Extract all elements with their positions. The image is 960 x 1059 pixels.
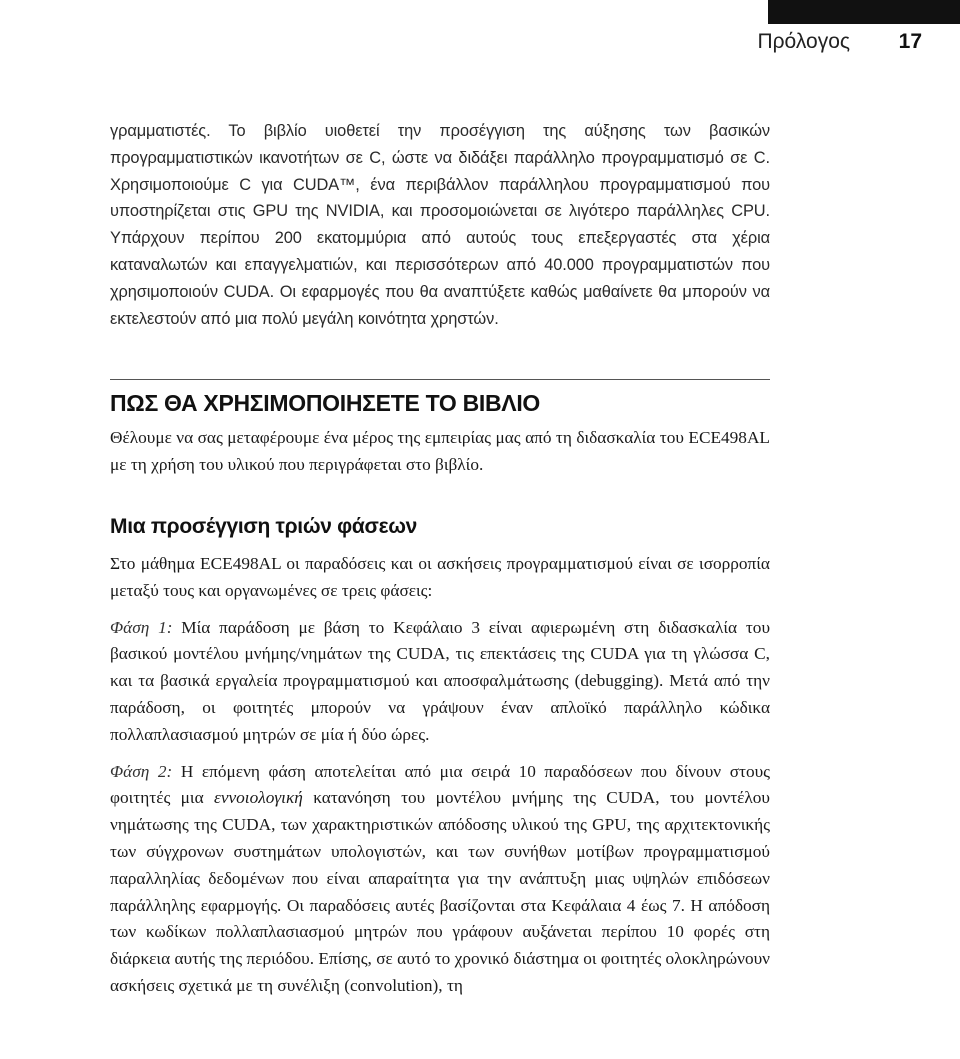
subsection-heading: Μια προσέγγιση τριών φάσεων [110, 514, 418, 538]
phase-1-text: Μία παράδοση με βάση το Κεφάλαιο 3 είναι αφιερωμένη στη διδασκαλία του βασικού μοντέλου μνήμης/νημάτων της CUDA, τις επεκτάσεις της CUDA για τη γλώσσα C, και τα βασικά εργαλεία προγραμματισμού και αποσφαλμάτωσης (debugging). Μετά από την παράδοση, οι φοιτητές μπορούν να γράψουν έναν απλοϊκό παράλληλο κώδικα πολλαπλασιασμού μητρών σε μία ή δύο ώρες. [110, 617, 771, 744]
phase-2-text-a: Η επόμενη φάση αποτελείται από μια σειρά 10 παραδόσεων που δίνουν στους φοιτητές μια [110, 761, 770, 808]
page-number: 17 [898, 30, 922, 53]
phase-2-label: Φάση 2: [110, 761, 173, 781]
phase-2-emphasis: εννοιολογική [214, 788, 303, 808]
section-heading: ΠΩΣ ΘΑ ΧΡΗΣΙΜΟΠΟΙΗΣΕΤΕ ΤΟ ΒΙΒΛΙΟ [110, 390, 541, 417]
section-paragraph: Θέλουμε να σας μεταφέρουμε ένα μέρος της εμπειρίας μας από τη διδασκαλία του ECE498AL με τη χρήση του υλικού που περιγράφεται στο βιβλίο. [110, 428, 770, 475]
page-corner-tab [768, 0, 960, 24]
running-header-chapter-title: Πρόλογος [757, 30, 850, 53]
subsection-paragraph: Στο μάθημα ECE498AL οι παραδόσεις και οι ασκήσεις προγραμματισμού είναι σε ισορροπία μεταξύ τους και οργανωμένες σε τρεις φάσεις: [110, 553, 770, 600]
phase-2-paragraph [110, 759, 770, 1000]
phase-1-label: Φάση 1: [110, 617, 173, 637]
page-body [110, 118, 770, 1000]
intro-paragraph: γραμματιστές. Το βιβλίο υιοθετεί την προσέγγιση της αύξησης των βασικών προγραμματιστικών ικανοτήτων σε C, ώστε να διδάξει παράλληλο προγραμματισμό σε C. Χρησιμοποιούμε C για CUDA™, ένα περιβάλλον παράλληλου προγραμματισμού που υποστηρίζεται στις GPU της NVIDIA, και προσομοιώνεται σε λιγότερο παράλληλες CPU. Υπάρχουν περίπου 200 εκατομμύρια από αυτούς τους επεξεργαστές στα χέρια καταναλωτών και επαγγελματιών, και περισσότερων από 40.000 προγραμματιστών που χρησιμοποιούν CUDA. Οι εφαρμογές που θα αναπτύξετε καθώς μαθαίνετε θα μπορούν να εκτελεστούν από μια πολύ μεγάλη κοινότητα χρηστών. [110, 122, 770, 328]
section-divider [110, 379, 770, 380]
phase-1-paragraph [110, 615, 770, 749]
phase-2-text-b: κατανόηση του μοντέλου μνήμης της CUDA, του μοντέλου νημάτωσης της CUDA, των χαρακτηριστικών απόδοσης υλικού της GPU, της αρχιτεκτονικής των σύγχρονων συστημάτων υπολογιστών, και των συνήθων μοτίβων προγραμματισμού παραλληλίας δεδομένων που είναι απαραίτητα για την ανάπτυξη μιας υψηλών επιδόσεων παράλληλης εφαρμογής. Οι παραδόσεις αυτές βασίζονται στα Κεφάλαια 4 έως 7. Η απόδοση των κωδίκων πολλαπλασιασμού μητρών που γράφουν αυξάνεται περίπου 10 φορές στη διάρκεια αυτής της περιόδου. Επίσης, σε αυτό το χρονικό διάστημα οι φοιτητές ολοκληρώνουν ασκήσεις σχετικά με τη συνέλιξη (convolution), τη [110, 788, 770, 995]
